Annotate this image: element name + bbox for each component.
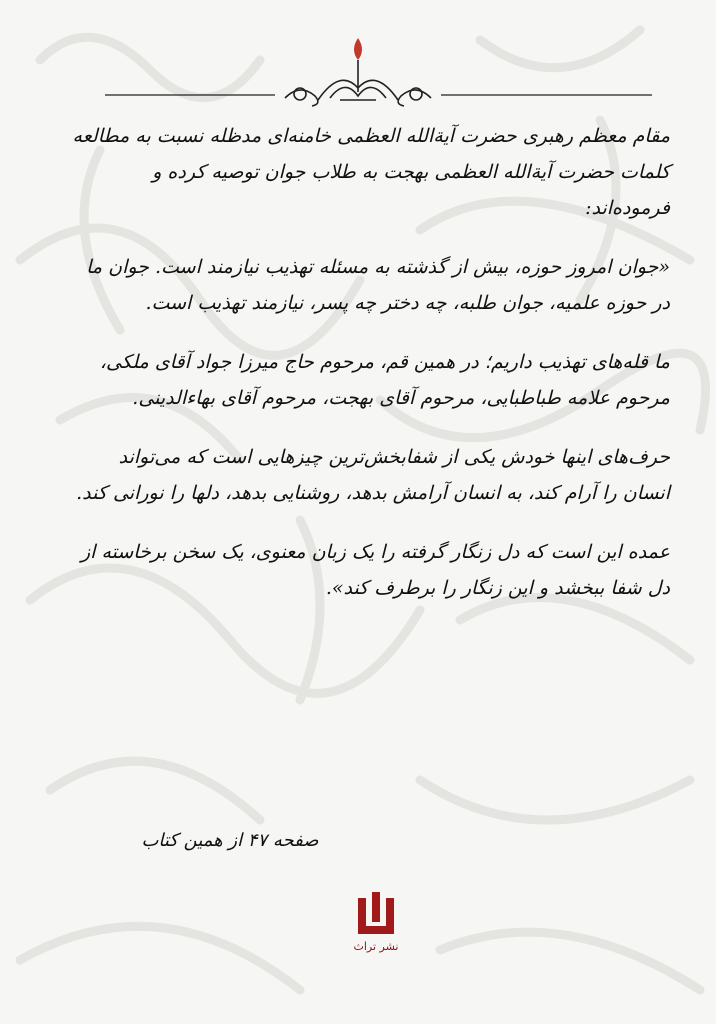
publisher-name: نشر تراث bbox=[353, 940, 399, 953]
intro-paragraph: مقام معظم رهبری حضرت آیة‌الله العظمی خامنه‌ای مدظله نسبت به مطالعه کلمات حضرت آیة‌الله العظمی بهجت به طلاب جوان توصیه کرده و فرموده‌اند: bbox=[72, 125, 670, 219]
flame-icon bbox=[354, 38, 362, 60]
page-reference: صفحه ۴۷ از همین کتاب bbox=[141, 830, 319, 851]
quote-paragraph-2: ما قله‌های تهذیب داریم؛ در همین قم، مرحوم حاج میرزا جواد آقای ملکی، مرحوم علامه طباطبایی، مرحوم آقای بهجت، مرحوم آقای بهاء‌الدینی. bbox=[99, 351, 670, 409]
header-ornament bbox=[0, 28, 716, 118]
quote-paragraph-3: حرف‌های اینها خودش یکی از شفابخش‌ترین چیزهایی است که می‌تواند انسان را آرام کند، به انسان آرامش بدهد، روشنایی بدهد، دلها را نورانی کند. bbox=[76, 446, 670, 504]
quote-paragraph-1: «جوان امروز حوزه، بیش از گذشته به مسئله تهذیب نیازمند است. جوان ما در حوزه علمیه، جوان طلبه، چه دختر چه پسر، نیازمند تهذیب است. bbox=[86, 256, 670, 314]
message-body bbox=[70, 118, 670, 629]
quote-paragraph-4: عمده این است که دل زنگار گرفته را یک زبان معنوی، یک سخن برخاسته از دل شفا ببخشد و این زنگار را برطرف کند». bbox=[80, 541, 670, 599]
